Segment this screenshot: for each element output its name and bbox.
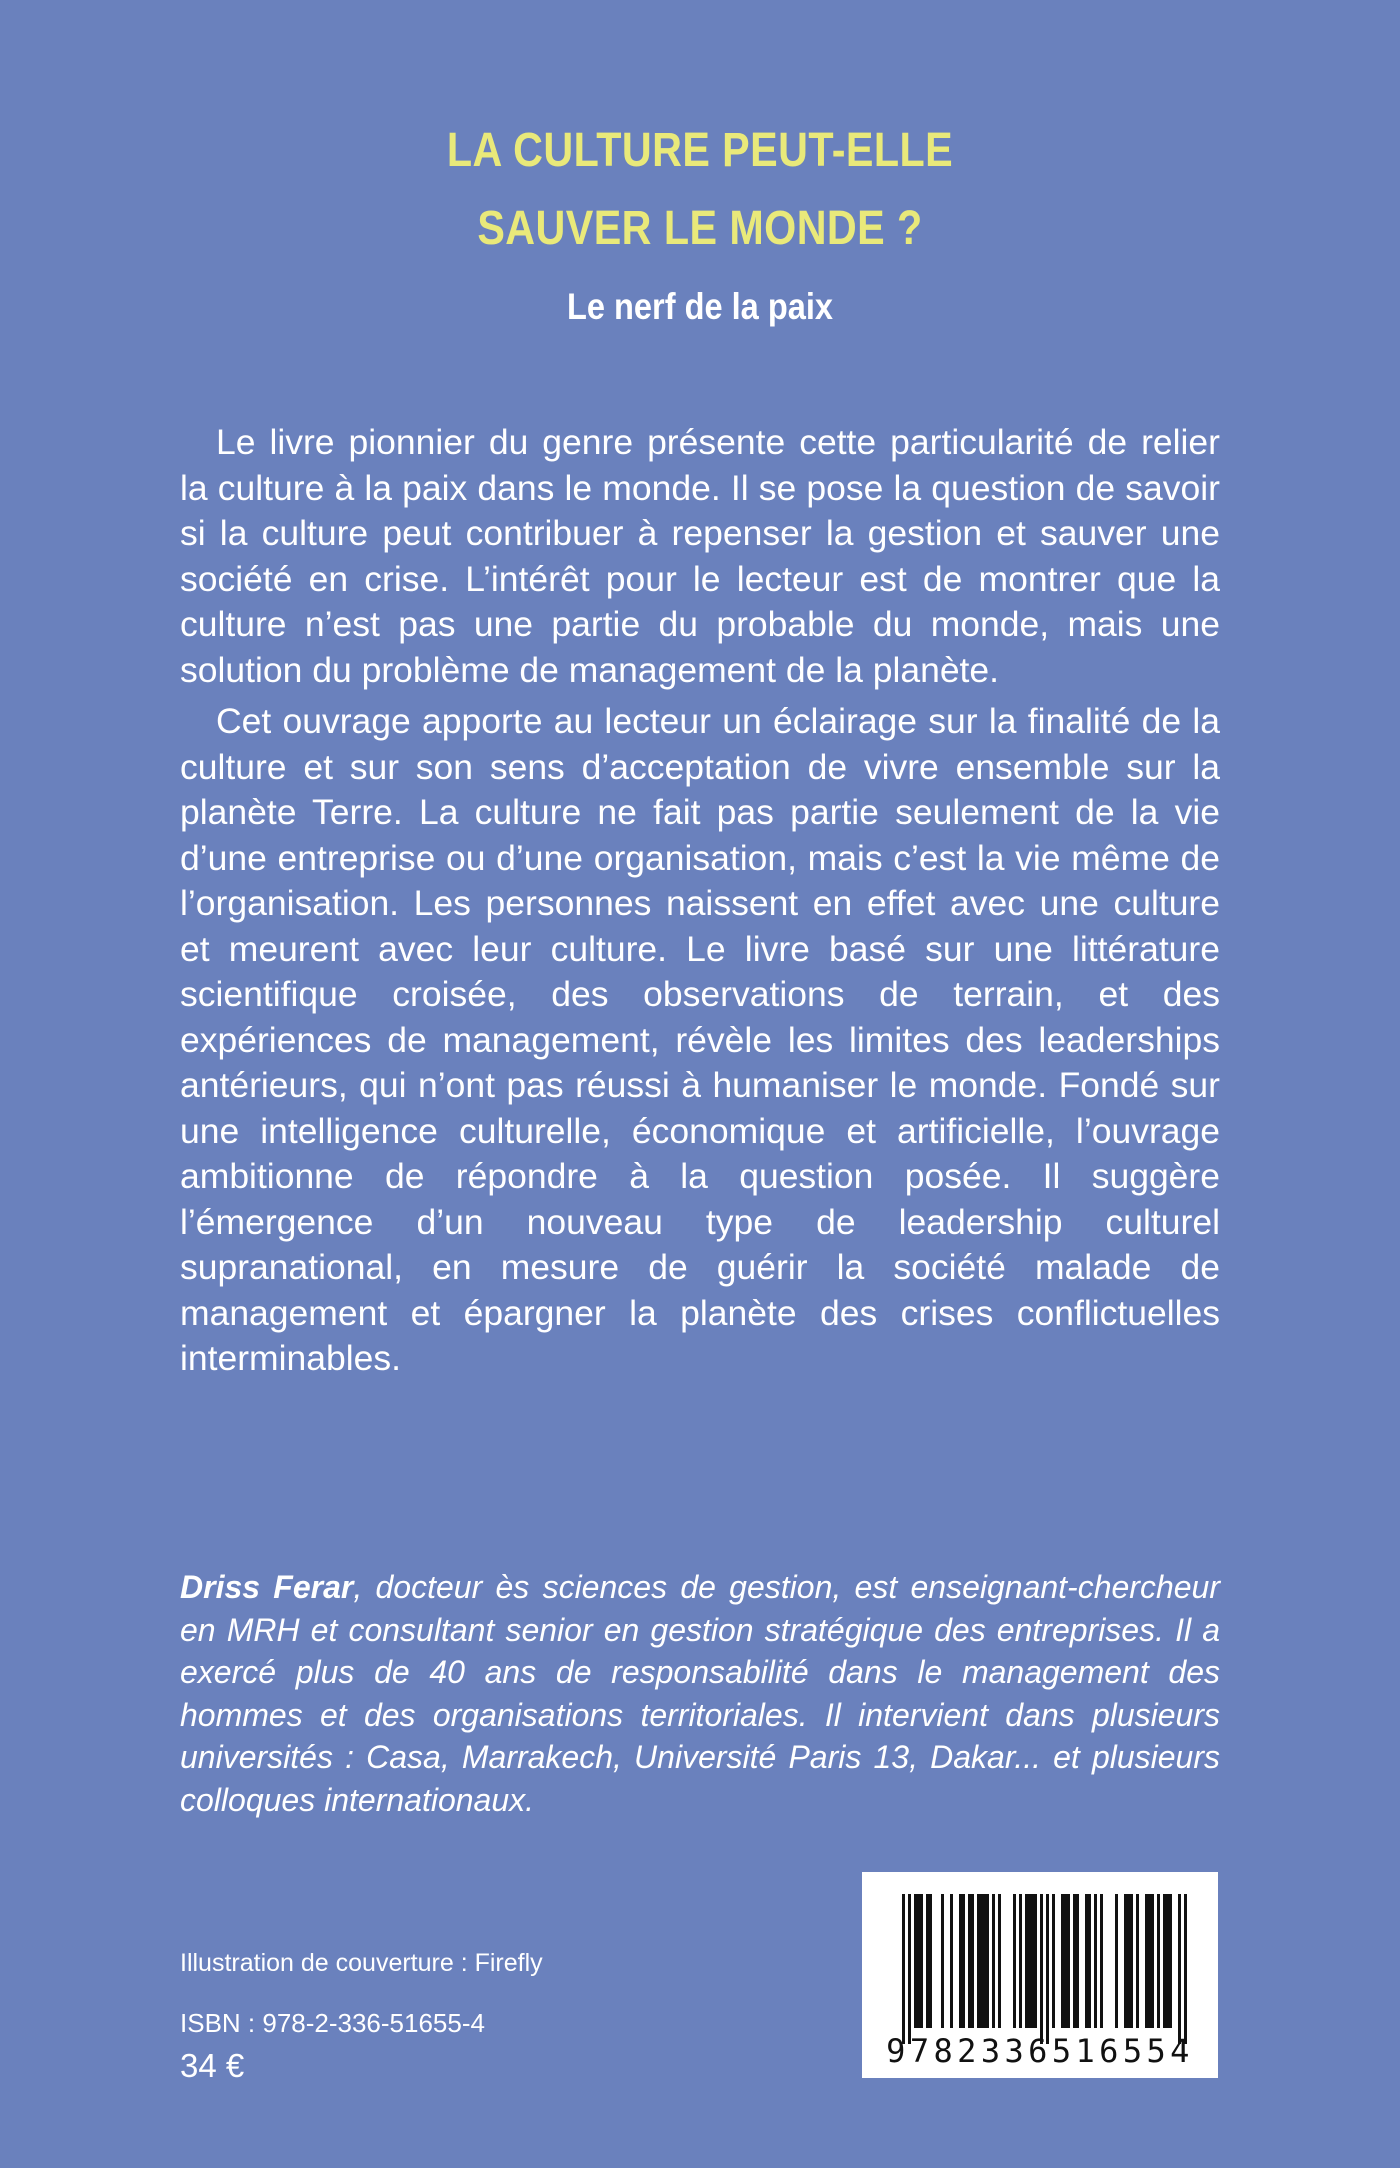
barcode-digits: 9782336516554 xyxy=(886,2032,1194,2070)
barcode-bar-18 xyxy=(998,1894,1001,2028)
barcode-bar-19 xyxy=(1013,1894,1016,2028)
barcode-bar-45 xyxy=(1157,1894,1160,2028)
barcode-bar-22 xyxy=(1028,1894,1031,2028)
illustration-credit: Illustration de couverture : Firefly xyxy=(180,1949,543,1977)
barcode-bar-41 xyxy=(1136,1894,1139,2028)
barcode-bar-17 xyxy=(992,1894,995,2028)
barcode-bar-47 xyxy=(1166,1894,1169,2028)
barcode-bar-44 xyxy=(1151,1894,1154,2028)
barcode-bar-26 xyxy=(1046,1894,1049,2044)
author-bio xyxy=(180,1566,1220,1821)
barcode-bar-39 xyxy=(1127,1894,1130,2028)
isbn: ISBN : 978-2-336-51655-4 xyxy=(180,2008,485,2038)
barcode-bar-5 xyxy=(926,1894,929,2028)
summary-paragraph-2: Cet ouvrage apporte au lecteur un éclairage sur la finalité de la culture et sur son sens d’acceptation de vivre ensemble sur la planète Terre. La culture ne fait pas partie seulement de la vie d’une entreprise ou d’une organisation, mais c’est la vie même de l’organisation. Les personnes naissent en effet avec une culture et meurent avec leur culture. Le livre basé sur une littérature scientifique croisée, des observations de terrain, et des expériences de management, révèle les limites des leaderships antérieurs, qui n’ont pas réussi à humaniser le monde. Fondé sur une intelligence culturelle, économique et artificielle, l’ouvrage ambitionne de répondre à la question posée. Il suggère l’émergence d’un nouveau type de leadership culturel supranational, en mesure de guérir la société malade de management et épargner la planète des crises conflictuelles interminables. xyxy=(180,701,1220,1378)
barcode-bar-32 xyxy=(1076,1894,1079,2028)
barcode-bar-20 xyxy=(1019,1894,1022,2028)
barcode-bar-23 xyxy=(1031,1894,1034,2028)
barcode-bar-30 xyxy=(1067,1894,1070,2028)
barcode-bar-40 xyxy=(1130,1894,1133,2028)
barcode-bar-10 xyxy=(962,1894,965,2028)
barcode-bar-24 xyxy=(1034,1894,1037,2028)
price: 34 € xyxy=(180,2047,245,2084)
barcode-bar-15 xyxy=(983,1894,986,2028)
author-name: Driss Ferar xyxy=(180,1569,354,1605)
barcode-bar-38 xyxy=(1124,1894,1127,2028)
book-subtitle: Le nerf de la paix xyxy=(566,286,834,327)
barcode-bar-12 xyxy=(971,1894,974,2028)
barcode-bar-31 xyxy=(1073,1894,1076,2028)
barcode xyxy=(862,1872,1218,2078)
book-title-line-2: SAUVER LE MONDE ? xyxy=(477,202,923,255)
book-title-line-1: LA CULTURE PEUT-ELLE xyxy=(446,124,954,177)
barcode-bar-16 xyxy=(986,1894,989,2028)
barcode-bar-4 xyxy=(920,1894,923,2028)
barcode-bar-13 xyxy=(977,1894,980,2028)
barcode-bar-2 xyxy=(914,1894,917,2028)
barcode-bar-37 xyxy=(1115,1894,1118,2028)
barcode-bar-3 xyxy=(917,1894,920,2028)
title-block xyxy=(180,112,1220,334)
barcode-bar-25 xyxy=(1040,1894,1043,2044)
book-summary xyxy=(180,420,1220,1388)
author-bio-text: , docteur ès sciences de gestion, est enseignant-chercheur en MRH et consultant senior en gestion stratégique des entreprises. Il a exercé plus de 40 ans de responsabilité dans le management des hommes et des organisations territoriales. Il intervient dans plusieurs universités : Casa, Marrakech, Université Paris 13, Dakar... et plusieurs colloques internationaux. xyxy=(180,1569,1221,1818)
barcode-bar-27 xyxy=(1052,1894,1055,2028)
barcode-bar-46 xyxy=(1163,1894,1166,2028)
barcode-bar-21 xyxy=(1025,1894,1028,2028)
barcode-bar-33 xyxy=(1085,1894,1088,2028)
barcode-bar-14 xyxy=(980,1894,983,2028)
barcode-bar-8 xyxy=(950,1894,953,2028)
barcode-bar-50 xyxy=(1184,1894,1187,2044)
barcode-bar-6 xyxy=(929,1894,932,2028)
barcode-bar-11 xyxy=(968,1894,971,2028)
barcode-bar-28 xyxy=(1061,1894,1064,2028)
barcode-bar-43 xyxy=(1148,1894,1151,2028)
barcode-bar-1 xyxy=(908,1894,911,2044)
barcode-bar-0 xyxy=(902,1894,905,2044)
summary-paragraph-1: Le livre pionnier du genre présente cette particularité de relier la culture à la paix dans le monde. Il se pose la question de savoir si la culture peut contribuer à repenser la gestion et sauver une société en crise. L’intérêt pour le lecteur est de montrer que la culture n’est pas une partie du probable du monde, mais une solution du problème de management de la planète. xyxy=(180,422,1220,690)
barcode-bar-36 xyxy=(1100,1894,1103,2028)
barcode-bar-42 xyxy=(1145,1894,1148,2028)
barcode-bar-35 xyxy=(1094,1894,1097,2028)
barcode-bar-34 xyxy=(1088,1894,1091,2028)
barcode-bar-49 xyxy=(1178,1894,1181,2044)
barcode-bar-48 xyxy=(1169,1894,1172,2028)
barcode-bar-7 xyxy=(941,1894,944,2028)
barcode-bar-29 xyxy=(1064,1894,1067,2028)
barcode-bar-9 xyxy=(959,1894,962,2028)
